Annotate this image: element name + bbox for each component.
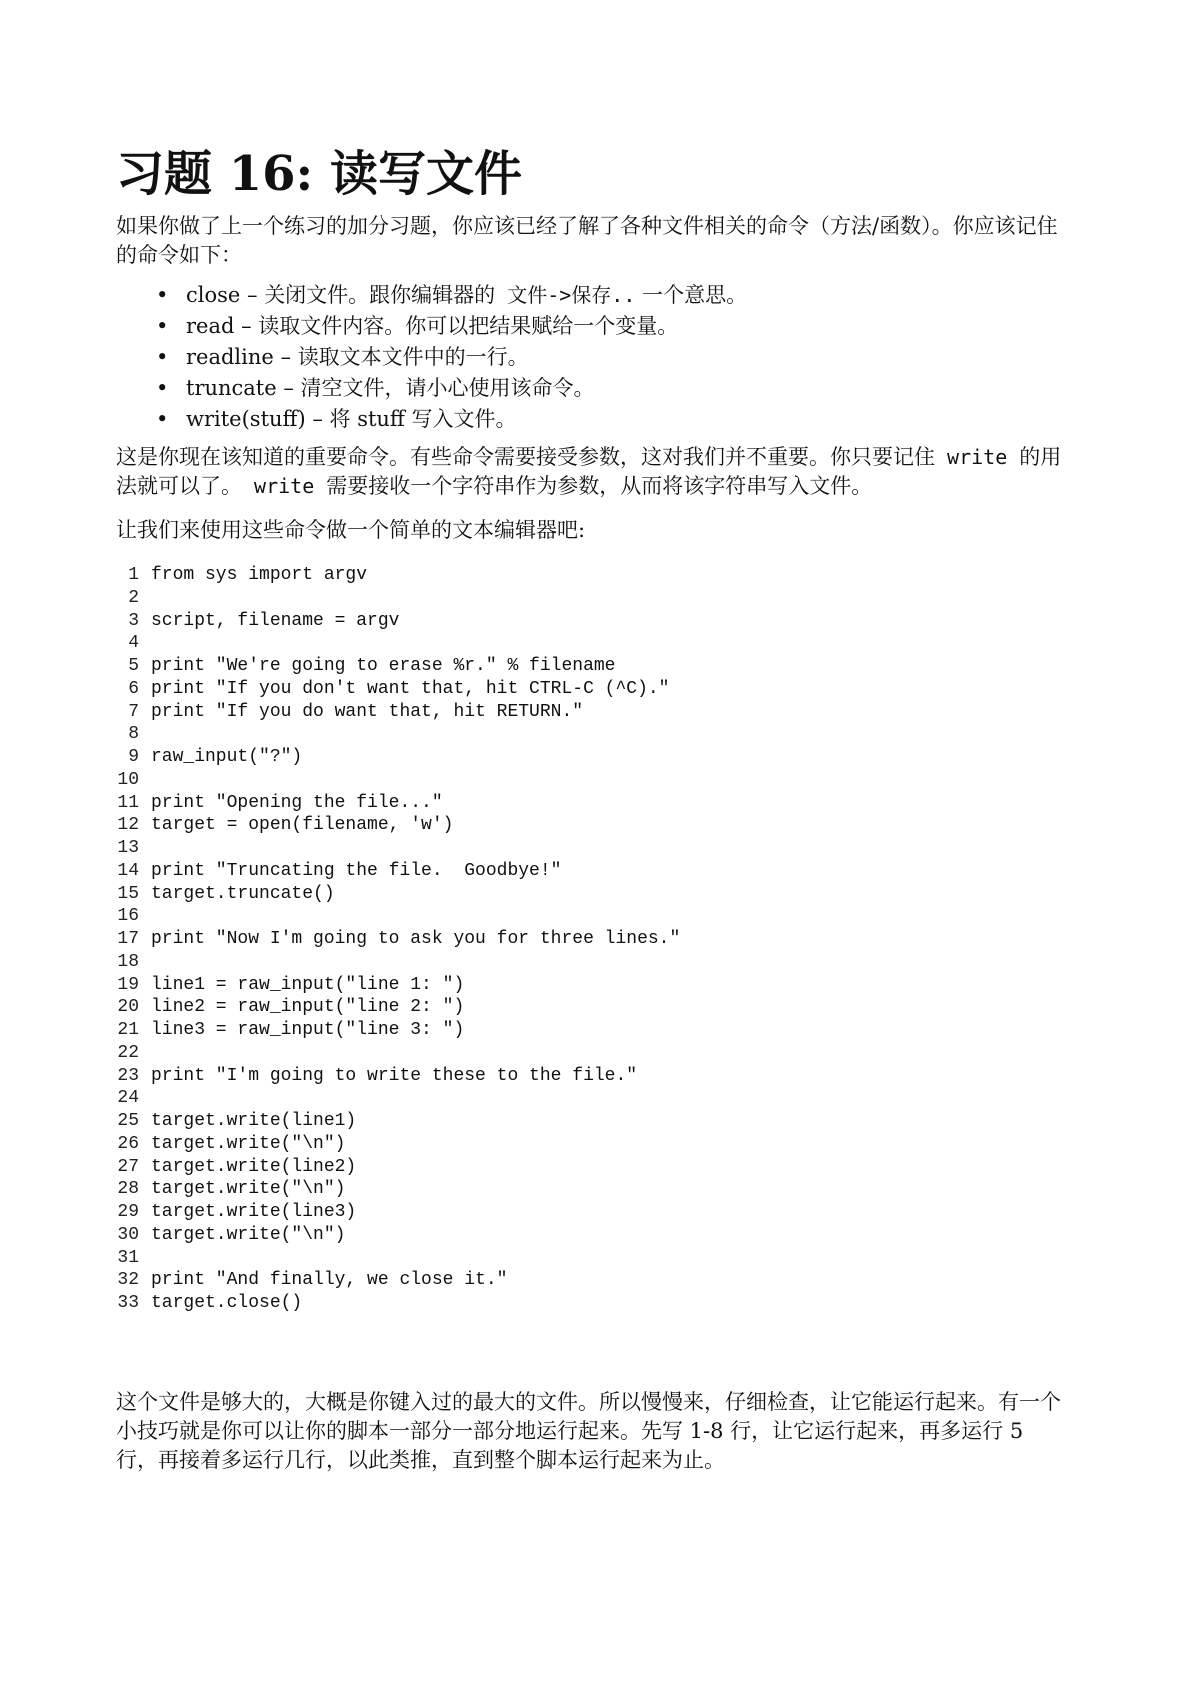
line-number: 20 [117, 997, 139, 1018]
bullet-icon: • [156, 376, 169, 400]
code-text: print "And finally, we close it." [151, 1270, 508, 1291]
line-number: 31 [117, 1247, 139, 1268]
list-item [152, 311, 747, 342]
code-line [112, 883, 680, 906]
code-text: target.close() [151, 1293, 303, 1313]
line-number: 28 [117, 1179, 139, 1200]
line-number: 24 [117, 1088, 139, 1109]
bullet-icon: • [156, 407, 169, 431]
line-number: 2 [128, 587, 139, 608]
code-text: print "I'm going to write these to the file." [151, 1065, 638, 1086]
code-line [112, 655, 680, 678]
bullet-icon: • [156, 345, 169, 369]
command-name: truncate [186, 376, 277, 400]
closing-paragraph: 这个文件是够大的，大概是你键入过的最大的文件。所以慢慢来，仔细检查，让它能运行起来。有一个小技巧就是你可以让你的脚本一部分一部分地运行起来。先写 1-8 行，让它运行起来，再多运行 5 行，再接着多运行几行，以此类推，直到整个脚本运行起来为止。 [116, 1390, 1061, 1472]
bullet-icon: • [156, 283, 169, 307]
line-number: 27 [117, 1156, 139, 1177]
line-number: 7 [128, 701, 139, 722]
line-number: 9 [128, 747, 139, 767]
code-text: target.write(line2) [151, 1156, 357, 1177]
code-text: target.write("\n") [151, 1179, 346, 1200]
command-separator: – [305, 407, 330, 431]
command-name: close [186, 283, 241, 307]
command-description: 读取文件内容。你可以把结果赋给一个变量。 [258, 314, 679, 338]
code-line [112, 746, 680, 769]
command-separator: – [273, 345, 298, 369]
code-line [112, 1292, 680, 1315]
line-number: 25 [117, 1111, 139, 1131]
code-text: target.write("\n") [151, 1224, 346, 1245]
code-text: target.write("\n") [151, 1133, 346, 1154]
line-number: 8 [128, 724, 139, 745]
code-line [112, 837, 680, 860]
line-number: 18 [117, 951, 139, 972]
code-line [112, 1201, 680, 1224]
code-text: from sys import argv [151, 565, 368, 585]
line-number: 12 [117, 815, 139, 836]
line-number: 5 [128, 656, 139, 676]
code-line [112, 1224, 680, 1247]
code-line [112, 587, 680, 610]
code-text: print "If you don't want that, hit CTRL-C (^C)." [151, 678, 670, 699]
command-name: write(stuff) [186, 407, 306, 431]
code-line [112, 996, 680, 1019]
line-number: 11 [117, 792, 139, 813]
code-line [112, 860, 680, 883]
code-text: target.write(line1) [151, 1111, 357, 1131]
code-text: print "If you do want that, hit RETURN." [151, 701, 584, 722]
code-text: line2 = raw_input("line 2: ") [151, 997, 465, 1018]
line-number: 19 [117, 974, 139, 995]
code-text: print "Opening the file..." [151, 792, 443, 813]
code-line [112, 974, 680, 997]
line-number: 33 [117, 1293, 139, 1313]
line-number: 15 [117, 883, 139, 904]
command-separator: – [276, 376, 301, 400]
code-text: target = open(filename, 'w') [151, 815, 454, 836]
command-separator: – [234, 314, 259, 338]
code-text: target.write(line3) [151, 1202, 357, 1222]
code-text: line3 = raw_input("line 3: ") [151, 1020, 465, 1040]
list-item [152, 373, 747, 404]
code-line [112, 1110, 680, 1133]
code-line [112, 1042, 680, 1065]
list-item [152, 404, 747, 435]
command-list [152, 280, 747, 435]
commands-note-paragraph [116, 443, 1071, 501]
inline-code: 文件->保存.. [495, 283, 636, 307]
line-number: 4 [128, 633, 139, 654]
line-number: 16 [117, 906, 139, 927]
list-item [152, 280, 747, 311]
command-description-end: 一个意思。 [635, 283, 748, 307]
lead-in-paragraph: 让我们来使用这些命令做一个简单的文本编辑器吧: [116, 518, 586, 542]
command-description: 关闭文件。跟你编辑器的 [264, 283, 496, 307]
code-text: raw_input("?") [151, 747, 303, 767]
code-text: target.truncate() [151, 883, 335, 904]
commands-note-text: 的用法就可以了。 [116, 445, 1062, 498]
code-line [112, 1087, 680, 1110]
code-line [112, 723, 680, 746]
line-number: 32 [117, 1270, 139, 1291]
command-name: readline [186, 345, 274, 369]
command-separator: – [240, 283, 265, 307]
line-number: 10 [117, 769, 139, 790]
code-line [112, 610, 680, 633]
code-text: print "We're going to erase %r." % filename [151, 656, 616, 676]
code-line [112, 1269, 680, 1292]
line-number: 6 [128, 678, 139, 699]
code-line [112, 928, 680, 951]
line-number: 26 [117, 1133, 139, 1154]
code-text: script, filename = argv [151, 610, 400, 631]
code-line [112, 632, 680, 655]
code-line [112, 951, 680, 974]
code-line [112, 814, 680, 837]
code-text: print "Truncating the file. Goodbye!" [151, 860, 562, 881]
code-line [112, 1133, 680, 1156]
code-line [112, 1156, 680, 1179]
line-number: 14 [117, 860, 139, 881]
commands-note-text: 需要接收一个字符串作为参数，从而将该字符串写入文件。 [326, 474, 873, 498]
commands-note-text: 这是你现在该知道的重要命令。有些命令需要接受参数，这对我们并不重要。你只要记住 [116, 445, 935, 469]
code-line [112, 792, 680, 815]
command-description: 清空文件，请小心使用该命令。 [300, 376, 595, 400]
line-number: 1 [128, 565, 139, 585]
intro-paragraph: 如果你做了上一个练习的加分习题，你应该已经了解了各种文件相关的命令（方法/函数）。你应该记住的命令如下： [116, 214, 1058, 267]
code-text: print "Now I'm going to ask you for three lines." [151, 929, 681, 949]
line-number: 23 [117, 1065, 139, 1086]
code-listing [112, 564, 680, 1315]
code-line [112, 769, 680, 792]
line-number: 30 [117, 1224, 139, 1245]
code-line [112, 678, 680, 701]
code-line [112, 1065, 680, 1088]
code-line [112, 1019, 680, 1042]
command-name: read [186, 314, 235, 338]
line-number: 21 [117, 1020, 139, 1040]
command-description: 读取文本文件中的一行。 [297, 345, 529, 369]
page-title: 习题 16: 读写文件 [116, 146, 522, 202]
line-number: 22 [117, 1042, 139, 1063]
code-line [112, 905, 680, 928]
bullet-icon: • [156, 314, 169, 338]
code-line [112, 701, 680, 724]
inline-code-write: write [242, 474, 327, 498]
line-number: 29 [117, 1202, 139, 1222]
command-description: 将 stuff 写入文件。 [329, 407, 517, 431]
line-number: 3 [128, 610, 139, 631]
code-line [112, 1247, 680, 1270]
inline-code-write: write [935, 445, 1020, 469]
code-text: line1 = raw_input("line 1: ") [151, 974, 465, 995]
code-line [112, 564, 680, 587]
list-item [152, 342, 747, 373]
code-line [112, 1178, 680, 1201]
line-number: 13 [117, 838, 139, 858]
line-number: 17 [117, 929, 139, 949]
